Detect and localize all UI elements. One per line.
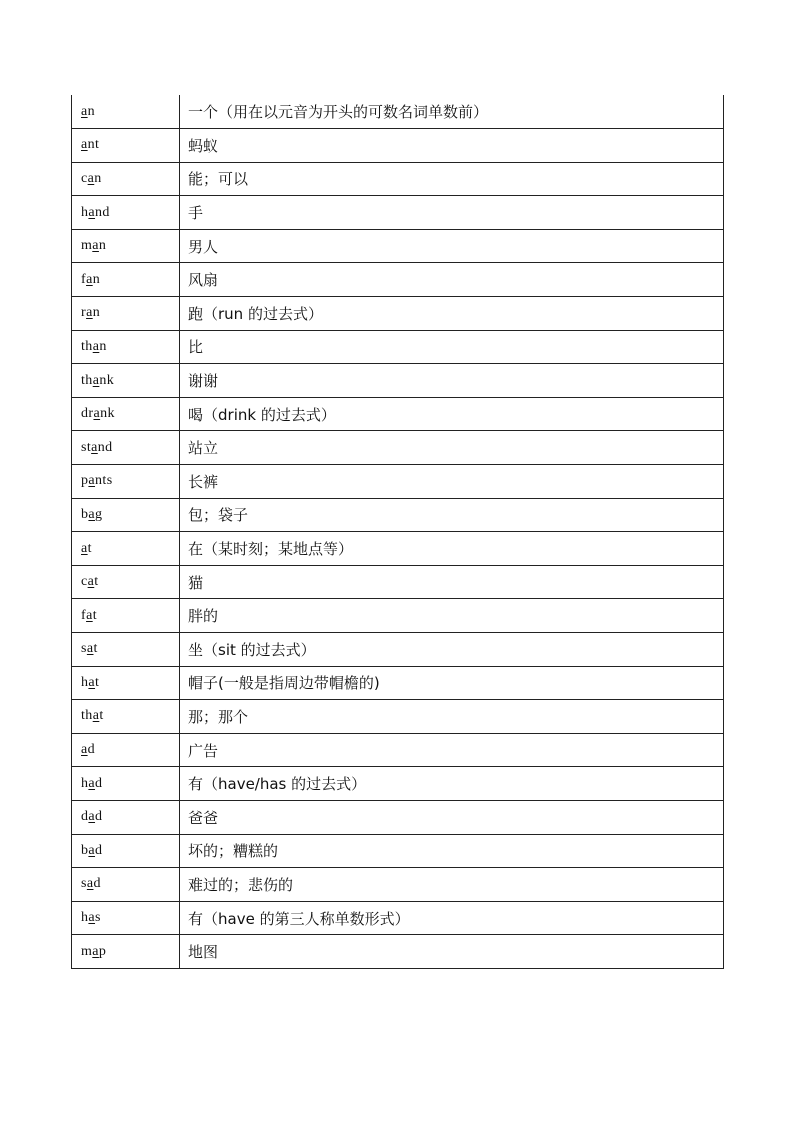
- word-cell: [72, 834, 180, 868]
- underlined-vowel: a: [86, 641, 94, 657]
- meaning-cell: 难过的；悲伤的: [180, 868, 724, 902]
- meaning-cell: 坐（sit 的过去式）: [180, 633, 724, 667]
- table-row: [72, 868, 724, 902]
- meaning-cell: 长裤: [180, 465, 724, 499]
- word-prefix: h: [81, 674, 89, 690]
- underlined-vowel: a: [81, 540, 88, 556]
- table-row: [72, 162, 724, 196]
- word-suffix: d: [95, 809, 103, 825]
- meaning-cell: 坏的；糟糕的: [180, 834, 724, 868]
- meaning-cell: 能；可以: [180, 162, 724, 196]
- meaning-cell: 男人: [180, 229, 724, 263]
- word-suffix: n: [92, 305, 101, 321]
- meaning-cell: 手: [180, 196, 724, 230]
- meaning-cell: 猫: [180, 565, 724, 599]
- word-cell: [72, 364, 180, 398]
- word-cell: [72, 229, 180, 263]
- underlined-vowel: a: [86, 607, 93, 623]
- meaning-cell: 一个（用在以元音为开头的可数名词单数前）: [180, 95, 724, 129]
- word-cell: [72, 330, 180, 364]
- table-row: [72, 767, 724, 801]
- underlined-vowel: a: [86, 305, 93, 321]
- word-prefix: h: [81, 204, 89, 220]
- word-prefix: h: [81, 910, 89, 926]
- word-cell: [72, 196, 180, 230]
- table-row: [72, 532, 724, 566]
- table-row: [72, 633, 724, 667]
- word-cell: [72, 162, 180, 196]
- word-suffix: n: [98, 238, 107, 254]
- word-suffix: t: [87, 540, 92, 556]
- table-row: [72, 397, 724, 431]
- underlined-vowel: a: [86, 876, 94, 892]
- word-suffix: nk: [100, 406, 115, 422]
- meaning-cell: 跑（run 的过去式）: [180, 297, 724, 331]
- word-suffix: t: [94, 574, 99, 590]
- table-row: [72, 498, 724, 532]
- word-prefix: dr: [81, 406, 94, 422]
- word-suffix: g: [95, 506, 103, 522]
- word-suffix: nk: [99, 372, 115, 388]
- underlined-vowel: a: [92, 943, 99, 959]
- underlined-vowel: a: [86, 271, 93, 287]
- underlined-vowel: a: [88, 775, 96, 791]
- word-suffix: t: [99, 708, 104, 724]
- word-prefix: s: [81, 876, 87, 892]
- word-prefix: r: [81, 305, 87, 321]
- word-cell: [72, 263, 180, 297]
- table-row: [72, 599, 724, 633]
- word-prefix: st: [81, 439, 92, 455]
- underlined-vowel: a: [88, 506, 96, 522]
- underlined-vowel: a: [88, 204, 96, 220]
- meaning-cell: 广告: [180, 733, 724, 767]
- meaning-cell: 胖的: [180, 599, 724, 633]
- meaning-cell: 那；那个: [180, 700, 724, 734]
- word-cell: [72, 565, 180, 599]
- word-cell: [72, 397, 180, 431]
- word-prefix: f: [81, 271, 87, 287]
- word-suffix: nt: [87, 137, 100, 153]
- underlined-vowel: a: [92, 372, 100, 388]
- underlined-vowel: a: [88, 910, 96, 926]
- table-row: [72, 800, 724, 834]
- meaning-cell: 地图: [180, 935, 724, 969]
- meaning-cell: 包；袋子: [180, 498, 724, 532]
- word-cell: [72, 465, 180, 499]
- underlined-vowel: a: [92, 238, 99, 254]
- word-suffix: d: [93, 876, 101, 892]
- meaning-cell: 风扇: [180, 263, 724, 297]
- table-row: [72, 834, 724, 868]
- word-cell: [72, 498, 180, 532]
- table-row: [72, 330, 724, 364]
- underlined-vowel: a: [92, 338, 100, 354]
- word-suffix: t: [95, 674, 100, 690]
- word-suffix: s: [95, 910, 101, 926]
- underlined-vowel: a: [81, 137, 88, 153]
- word-cell: [72, 901, 180, 935]
- word-cell: [72, 633, 180, 667]
- underlined-vowel: a: [87, 574, 95, 590]
- word-suffix: t: [92, 607, 97, 623]
- word-suffix: p: [98, 943, 107, 959]
- word-prefix: b: [81, 506, 89, 522]
- meaning-cell: 在（某时刻；某地点等）: [180, 532, 724, 566]
- word-prefix: th: [81, 372, 93, 388]
- word-suffix: nd: [95, 204, 110, 220]
- word-cell: [72, 431, 180, 465]
- word-suffix: d: [87, 742, 96, 758]
- word-prefix: c: [81, 574, 88, 590]
- table-row: [72, 935, 724, 969]
- word-suffix: n: [92, 271, 101, 287]
- word-prefix: c: [81, 170, 88, 186]
- word-cell: [72, 868, 180, 902]
- underlined-vowel: a: [88, 842, 96, 858]
- word-cell: [72, 700, 180, 734]
- word-cell: [72, 733, 180, 767]
- table-row: [72, 297, 724, 331]
- underlined-vowel: a: [81, 742, 88, 758]
- word-prefix: f: [81, 607, 87, 623]
- word-prefix: b: [81, 842, 89, 858]
- meaning-cell: 帽子(一般是指周边带帽檐的): [180, 666, 724, 700]
- meaning-cell: 有（have/has 的过去式）: [180, 767, 724, 801]
- word-prefix: m: [81, 943, 93, 959]
- table-row: [72, 733, 724, 767]
- table-row: [72, 229, 724, 263]
- word-cell: [72, 935, 180, 969]
- word-cell: [72, 95, 180, 129]
- word-suffix: n: [99, 338, 107, 354]
- meaning-cell: 谢谢: [180, 364, 724, 398]
- meaning-cell: 有（have 的第三人称单数形式）: [180, 901, 724, 935]
- underlined-vowel: a: [88, 473, 96, 489]
- underlined-vowel: a: [92, 708, 100, 724]
- underlined-vowel: a: [88, 674, 96, 690]
- word-prefix: th: [81, 708, 93, 724]
- table-row: [72, 565, 724, 599]
- meaning-cell: 蚂蚁: [180, 129, 724, 163]
- underlined-vowel: a: [87, 170, 95, 186]
- word-cell: [72, 532, 180, 566]
- word-cell: [72, 129, 180, 163]
- word-suffix: nd: [97, 439, 113, 455]
- underlined-vowel: a: [93, 406, 101, 422]
- word-prefix: th: [81, 338, 93, 354]
- word-prefix: d: [81, 809, 89, 825]
- word-suffix: t: [93, 641, 98, 657]
- table-row: [72, 465, 724, 499]
- word-prefix: m: [81, 238, 93, 254]
- meaning-cell: 喝（drink 的过去式）: [180, 397, 724, 431]
- word-cell: [72, 800, 180, 834]
- table-row: [72, 364, 724, 398]
- table-row: [72, 901, 724, 935]
- word-suffix: n: [94, 170, 102, 186]
- underlined-vowel: a: [81, 103, 88, 119]
- table-row: [72, 700, 724, 734]
- table-row: [72, 431, 724, 465]
- vocabulary-table-body: [72, 95, 724, 968]
- word-cell: [72, 599, 180, 633]
- word-cell: [72, 666, 180, 700]
- table-row: [72, 129, 724, 163]
- word-prefix: h: [81, 775, 89, 791]
- meaning-cell: 站立: [180, 431, 724, 465]
- meaning-cell: 比: [180, 330, 724, 364]
- word-suffix: d: [95, 842, 103, 858]
- word-cell: [72, 297, 180, 331]
- word-cell: [72, 767, 180, 801]
- table-row: [72, 196, 724, 230]
- table-row: [72, 95, 724, 129]
- word-prefix: p: [81, 473, 89, 489]
- vocabulary-table: [71, 95, 724, 969]
- word-suffix: d: [95, 775, 103, 791]
- word-suffix: n: [87, 103, 96, 119]
- table-row: [72, 263, 724, 297]
- table-row: [72, 666, 724, 700]
- word-prefix: s: [81, 641, 87, 657]
- underlined-vowel: a: [88, 809, 96, 825]
- underlined-vowel: a: [91, 439, 98, 455]
- meaning-cell: 爸爸: [180, 800, 724, 834]
- word-suffix: nts: [95, 473, 113, 489]
